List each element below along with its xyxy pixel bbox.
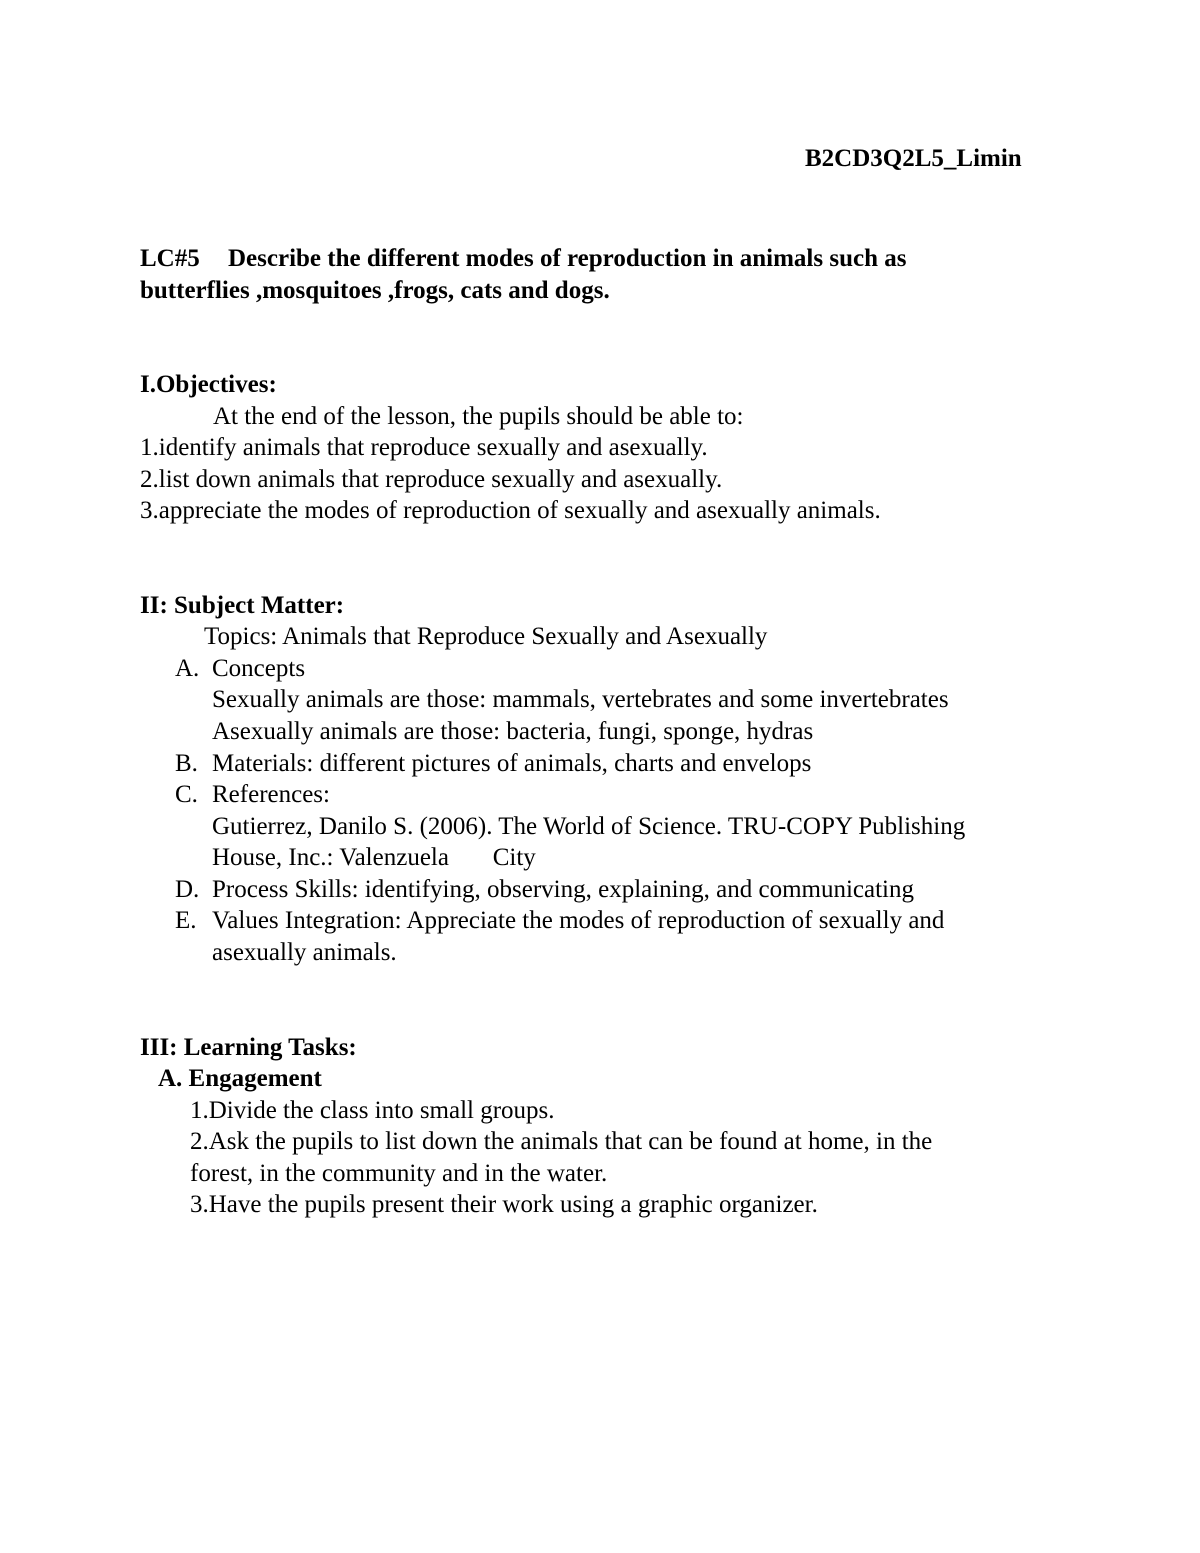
list-marker-a: A. (175, 655, 200, 682)
list-marker-e: E. (175, 907, 197, 934)
subject-matter-heading: II: Subject Matter: (140, 592, 345, 619)
values-integration-line-1: Values Integration: Appreciate the modes of reproduction of sexually and (212, 907, 945, 934)
engagement-step: 3.Have the pupils present their work using a graphic organizer. (190, 1191, 818, 1218)
list-marker-d: D. (175, 876, 200, 903)
concepts-asexual: Asexually animals are those: bacteria, fungi, sponge, hydras (212, 718, 814, 745)
references-label: References: (212, 781, 330, 808)
concepts-sexual: Sexually animals are those: mammals, vertebrates and some invertebrates (212, 686, 949, 713)
list-marker-b: B. (175, 750, 198, 777)
list-marker-c: C. (175, 781, 198, 808)
learning-competency-line-2: butterflies ,mosquitoes ,frogs, cats and dogs. (140, 277, 610, 304)
document-code: B2CD3Q2L5_Limin (805, 145, 1022, 172)
reference-line-2: House, Inc.: Valenzuela City (212, 844, 536, 871)
learning-competency-line-1 (140, 244, 906, 274)
engagement-step: 2.Ask the pupils to list down the animals that can be found at home, in the (190, 1128, 933, 1155)
objective-item: 2.list down animals that reproduce sexually and asexually. (140, 466, 723, 493)
values-integration-line-2: asexually animals. (212, 939, 397, 966)
objective-item: 1.identify animals that reproduce sexually and asexually. (140, 434, 708, 461)
process-skills-text: Process Skills: identifying, observing, explaining, and communicating (212, 876, 914, 903)
concepts-label: Concepts (212, 655, 306, 682)
learning-competency-text-1: Describe the different modes of reproduction in animals such as (228, 245, 907, 272)
engagement-step-continued: forest, in the community and in the water. (190, 1160, 608, 1187)
learning-tasks-heading: III: Learning Tasks: (140, 1034, 357, 1061)
subject-matter-topics: Topics: Animals that Reproduce Sexually and Asexually (204, 623, 768, 650)
engagement-step: 1.Divide the class into small groups. (190, 1097, 555, 1124)
learning-competency-number: LC#5 (140, 245, 200, 272)
objective-item: 3.appreciate the modes of reproduction of sexually and asexually animals. (140, 497, 881, 524)
objectives-intro: At the end of the lesson, the pupils should be able to: (213, 403, 744, 430)
objectives-heading: I.Objectives: (140, 371, 277, 398)
reference-line-1: Gutierrez, Danilo S. (2006). The World of Science. TRU-COPY Publishing (212, 813, 966, 840)
engagement-heading: A. Engagement (158, 1065, 322, 1092)
materials-text: Materials: different pictures of animals, charts and envelops (212, 750, 812, 777)
